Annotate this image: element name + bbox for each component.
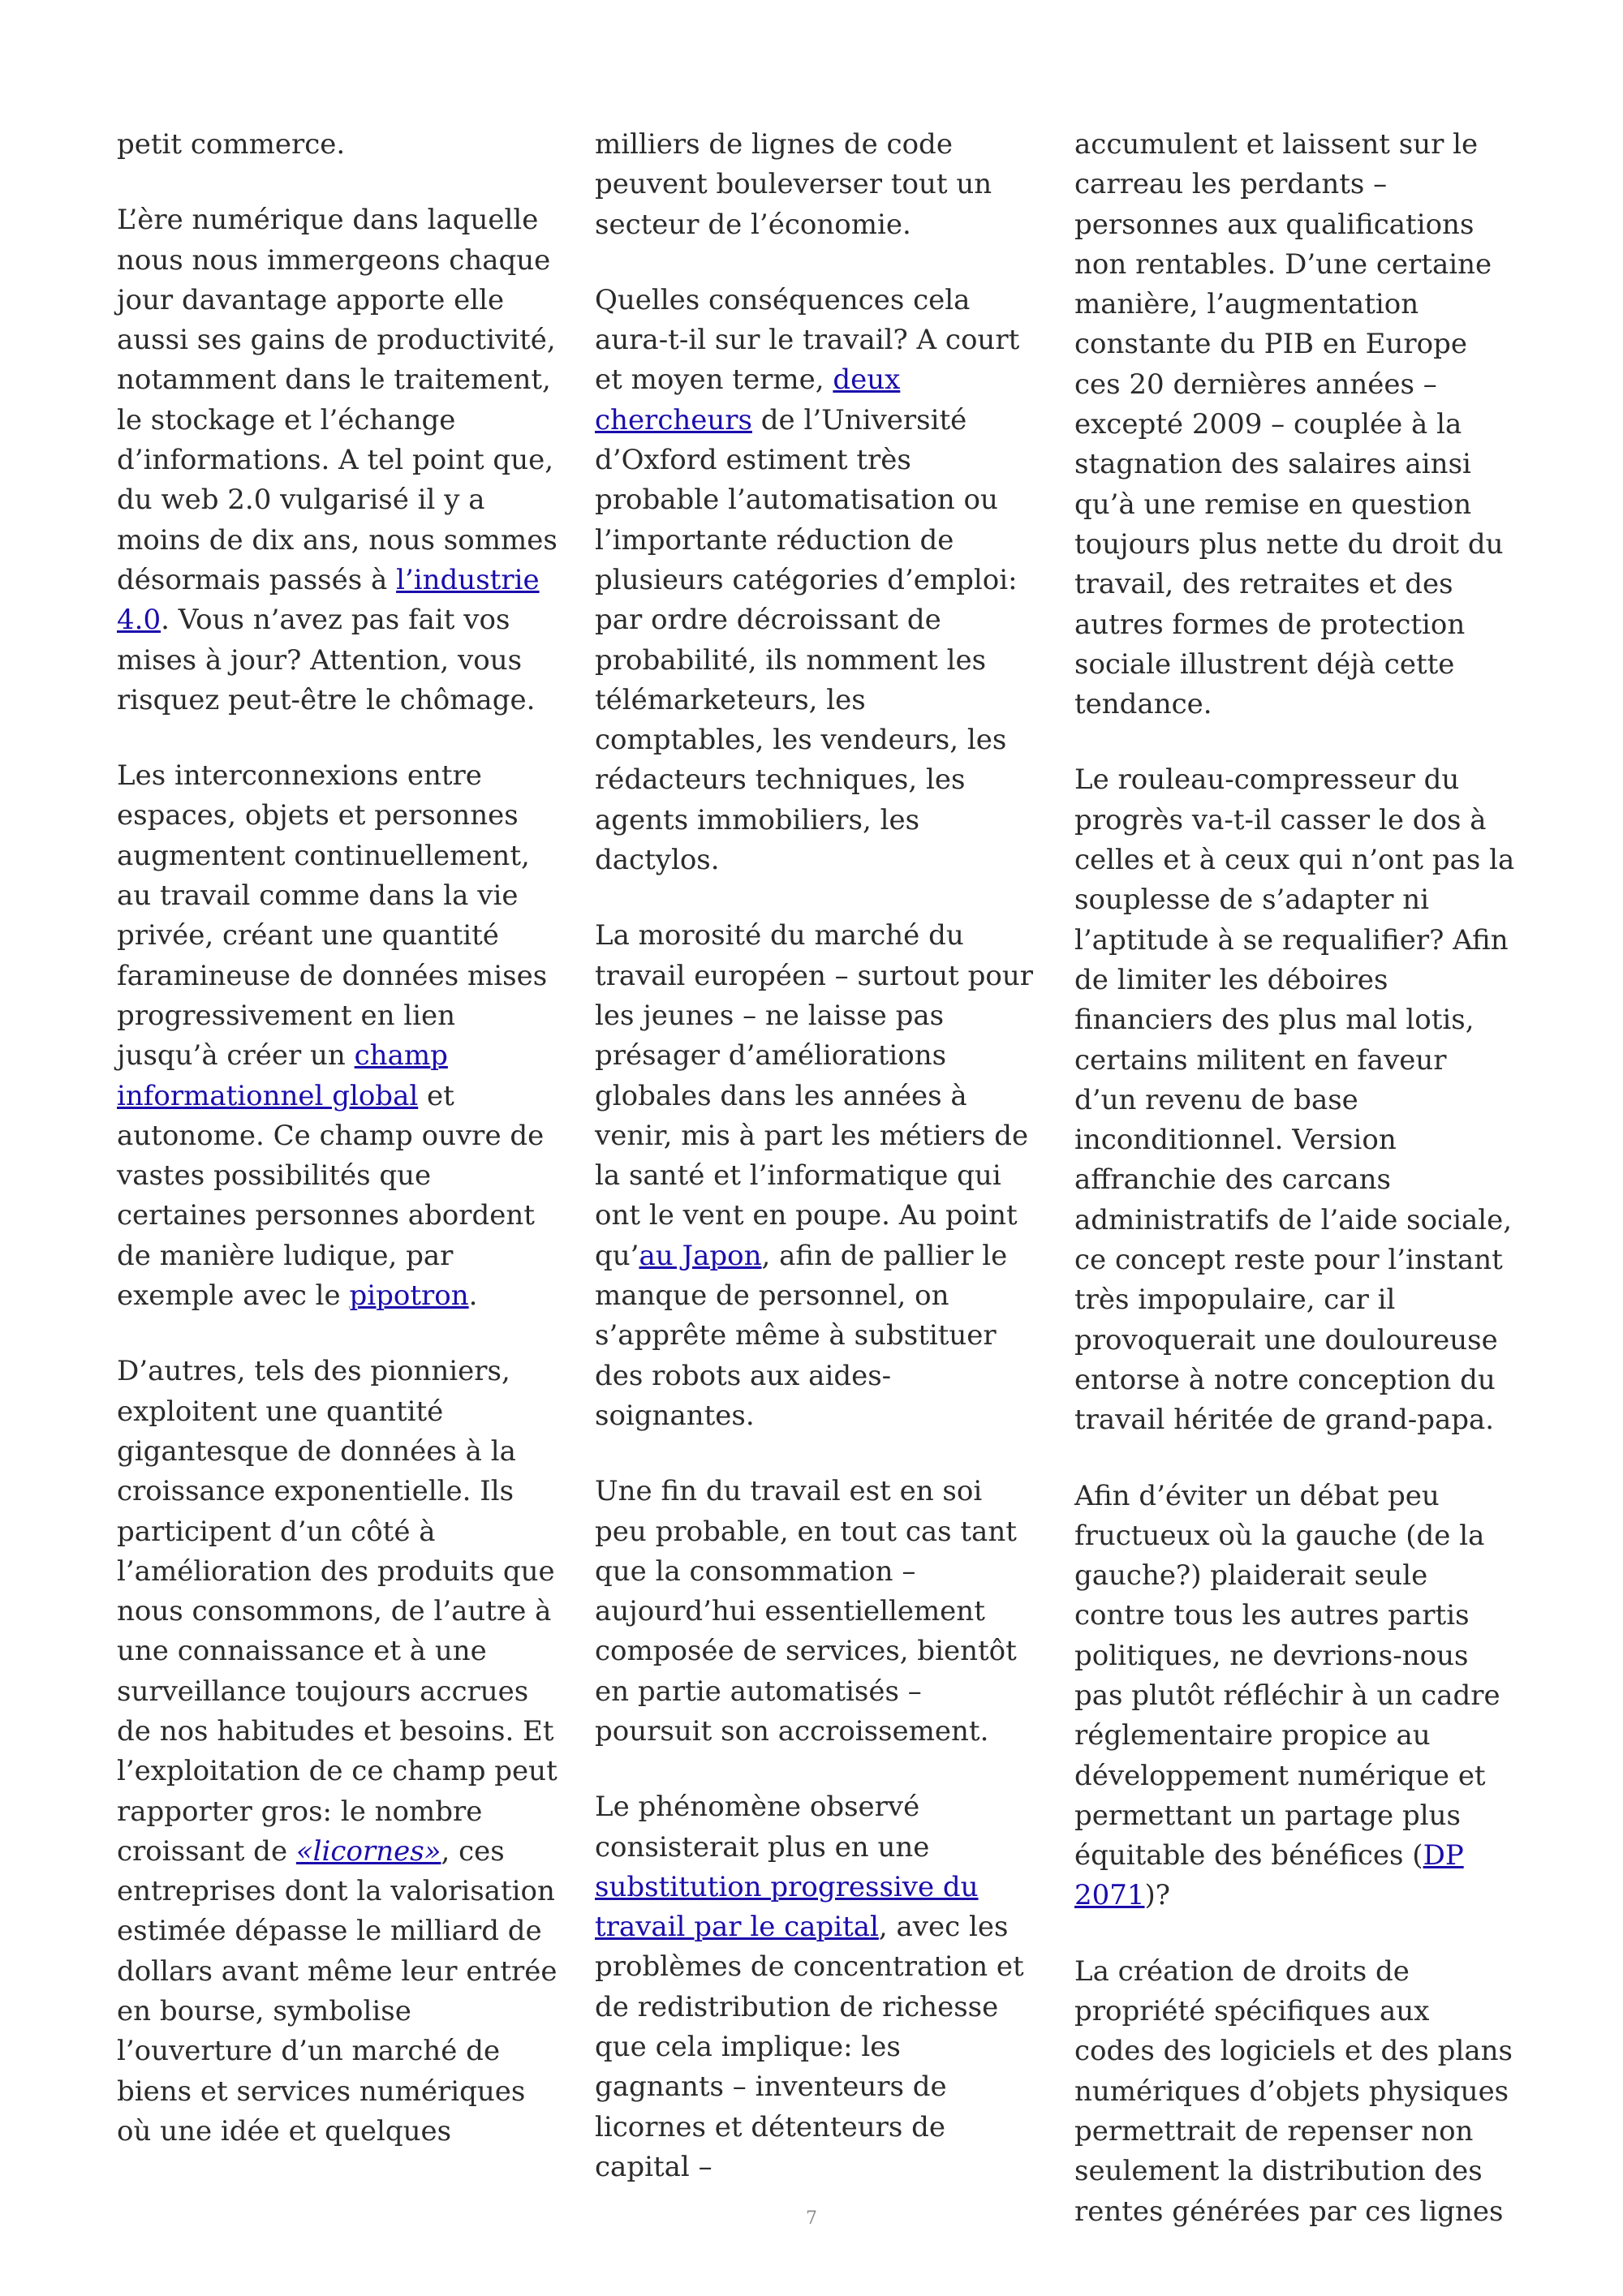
paragraph: D’autres, tels des pionniers, exploitent une quantité gigantesque de données à la croissance exponentielle. Ils participent d’un côté à l’amélioration des produits que nous consommons, de l’autre à une connaissance et à une surveillance toujours accrues de nos habitudes et besoins. Et l’exploitation de ce champ peut rapporter gros: le nombre croissant de «licornes», ces entreprises dont la valorisation estimée dépasse le milliard de dollars avant même leur entrée en bourse, symbolise l’ouverture d’un marché de biens et services numériques où une idée et quelques bbox=[117, 1355, 558, 2148]
link-industrie-4-0[interactable]: l’industrie 4.0 bbox=[117, 563, 540, 637]
page-number: 7 bbox=[806, 2208, 817, 2229]
link-au-japon[interactable]: au Japon bbox=[639, 1239, 762, 1272]
paragraph: Afin d’éviter un débat peu fructueux où la gauche (de la gauche?) plaiderait seule contre tous les autres partis politiques, ne devrions-nous pas plutôt réfléchir à un cadre réglementaire propice au développement numérique et permettant un partage plus équitable des bénéfices (DP 2071)? bbox=[1074, 1479, 1500, 1912]
paragraph: milliers de lignes de code peuvent bouleverser tout un secteur de l’économie. bbox=[595, 128, 992, 241]
column-3 bbox=[1074, 125, 1517, 2232]
paragraph: Le phénomène observé consisterait plus en une substitution progressive du travail par le capital, avec les problèmes de concentration et de redistribution de richesse que cela implique: les gagnants – inventeurs de licornes et détenteurs de capital – bbox=[595, 1791, 1024, 2183]
paragraph: La création de droits de propriété spécifiques aux codes des logiciels et des plans numériques d’objets physiques permettrait de repenser non seulement la distribution des rentes générées par ces lignes bbox=[1074, 1954, 1513, 2228]
paragraph: Les interconnexions entre espaces, objets et personnes augmentent continuellement, au travail comme dans la vie privée, créant une quantité faramineuse de données mises progressivement en lien jusqu’à créer un champ informationnel global et autonome. Ce champ ouvre de vastes possibilités que certaines personnes abordent de manière ludique, par exemple avec le pipotron. bbox=[117, 759, 548, 1313]
paragraph: petit commerce. bbox=[117, 128, 346, 161]
paragraph: Quelles conséquences cela aura-t-il sur le travail? A court et moyen terme, deux chercheurs de l’Université d’Oxford estiment très probable l’automatisation ou l’importante réduction de plusieurs catégories d’emploi: par ordre décroissant de probabilité, ils nomment les télémarketeurs, les comptables, les vendeurs, les rédacteurs techniques, les agents immobiliers, les dactylos. bbox=[595, 283, 1020, 877]
paragraph: Une fin du travail est en soi peu probable, en tout cas tant que la consommation – aujourd’hui essentiellement composée de services, bientôt en partie automatisés – poursuit son accroissement. bbox=[595, 1475, 1017, 1748]
paragraph: La morosité du marché du travail européen – surtout pour les jeunes – ne laisse pas présager d’améliorations globales dans les années à venir, mis à part les métiers de la santé et l’informatique qui ont le vent en poupe. Au point qu’au Japon, afin de pallier le manque de personnel, on s’apprête même à substituer des robots aux aides-soignantes. bbox=[595, 919, 1033, 1432]
link-pipotron[interactable]: pipotron bbox=[349, 1279, 469, 1313]
paragraph: accumulent et laissent sur le carreau les perdants – personnes aux qualifications non rentables. D’une certaine manière, l’augmentation constante du PIB en Europe ces 20 dernières années – excepté 2009 – couplée à la stagnation des salaires ainsi qu’à une remise en question toujours plus nette du droit du travail, des retraites et des autres formes de protection sociale illustrent déjà cette tendance. bbox=[1074, 128, 1504, 721]
link-dp-2071[interactable]: DP 2071 bbox=[1074, 1839, 1464, 1912]
link-champ-informationnel-global[interactable]: champ informationnel global bbox=[117, 1039, 448, 1112]
link-deux-chercheurs[interactable]: deux chercheurs bbox=[595, 363, 901, 436]
link-licornes[interactable]: «licornes» bbox=[295, 1834, 441, 1868]
column-1 bbox=[117, 125, 559, 2152]
column-2 bbox=[595, 125, 1037, 2187]
paragraph: Le rouleau-compresseur du progrès va-t-il casser le dos à celles et à ceux qui n’ont pas la souplesse de s’adapter ni l’aptitude à se requalifier? Afin de limiter les déboires financiers des plus mal lotis, certains militent en faveur d’un revenu de base inconditionnel. Version affranchie des carcans administratifs de l’aide sociale, ce concept reste pour l’instant très impopulaire, car il provoquerait une douloureuse entorse à notre conception du travail héritée de grand-papa. bbox=[1074, 763, 1515, 1437]
paragraph: L’ère numérique dans laquelle nous nous immergeons chaque jour davantage apporte elle aussi ses gains de productivité, notamment dans le traitement, le stockage et l’échange d’informations. A tel point que, du web 2.0 vulgarisé il y a moins de dix ans, nous sommes désormais passés à l’industrie 4.0. Vous n’avez pas fait vos mises à jour? Attention, vous risquez peut-être le chômage. bbox=[117, 204, 558, 716]
link-substitution-progressive[interactable]: substitution progressive du travail par le capital bbox=[595, 1870, 979, 1944]
